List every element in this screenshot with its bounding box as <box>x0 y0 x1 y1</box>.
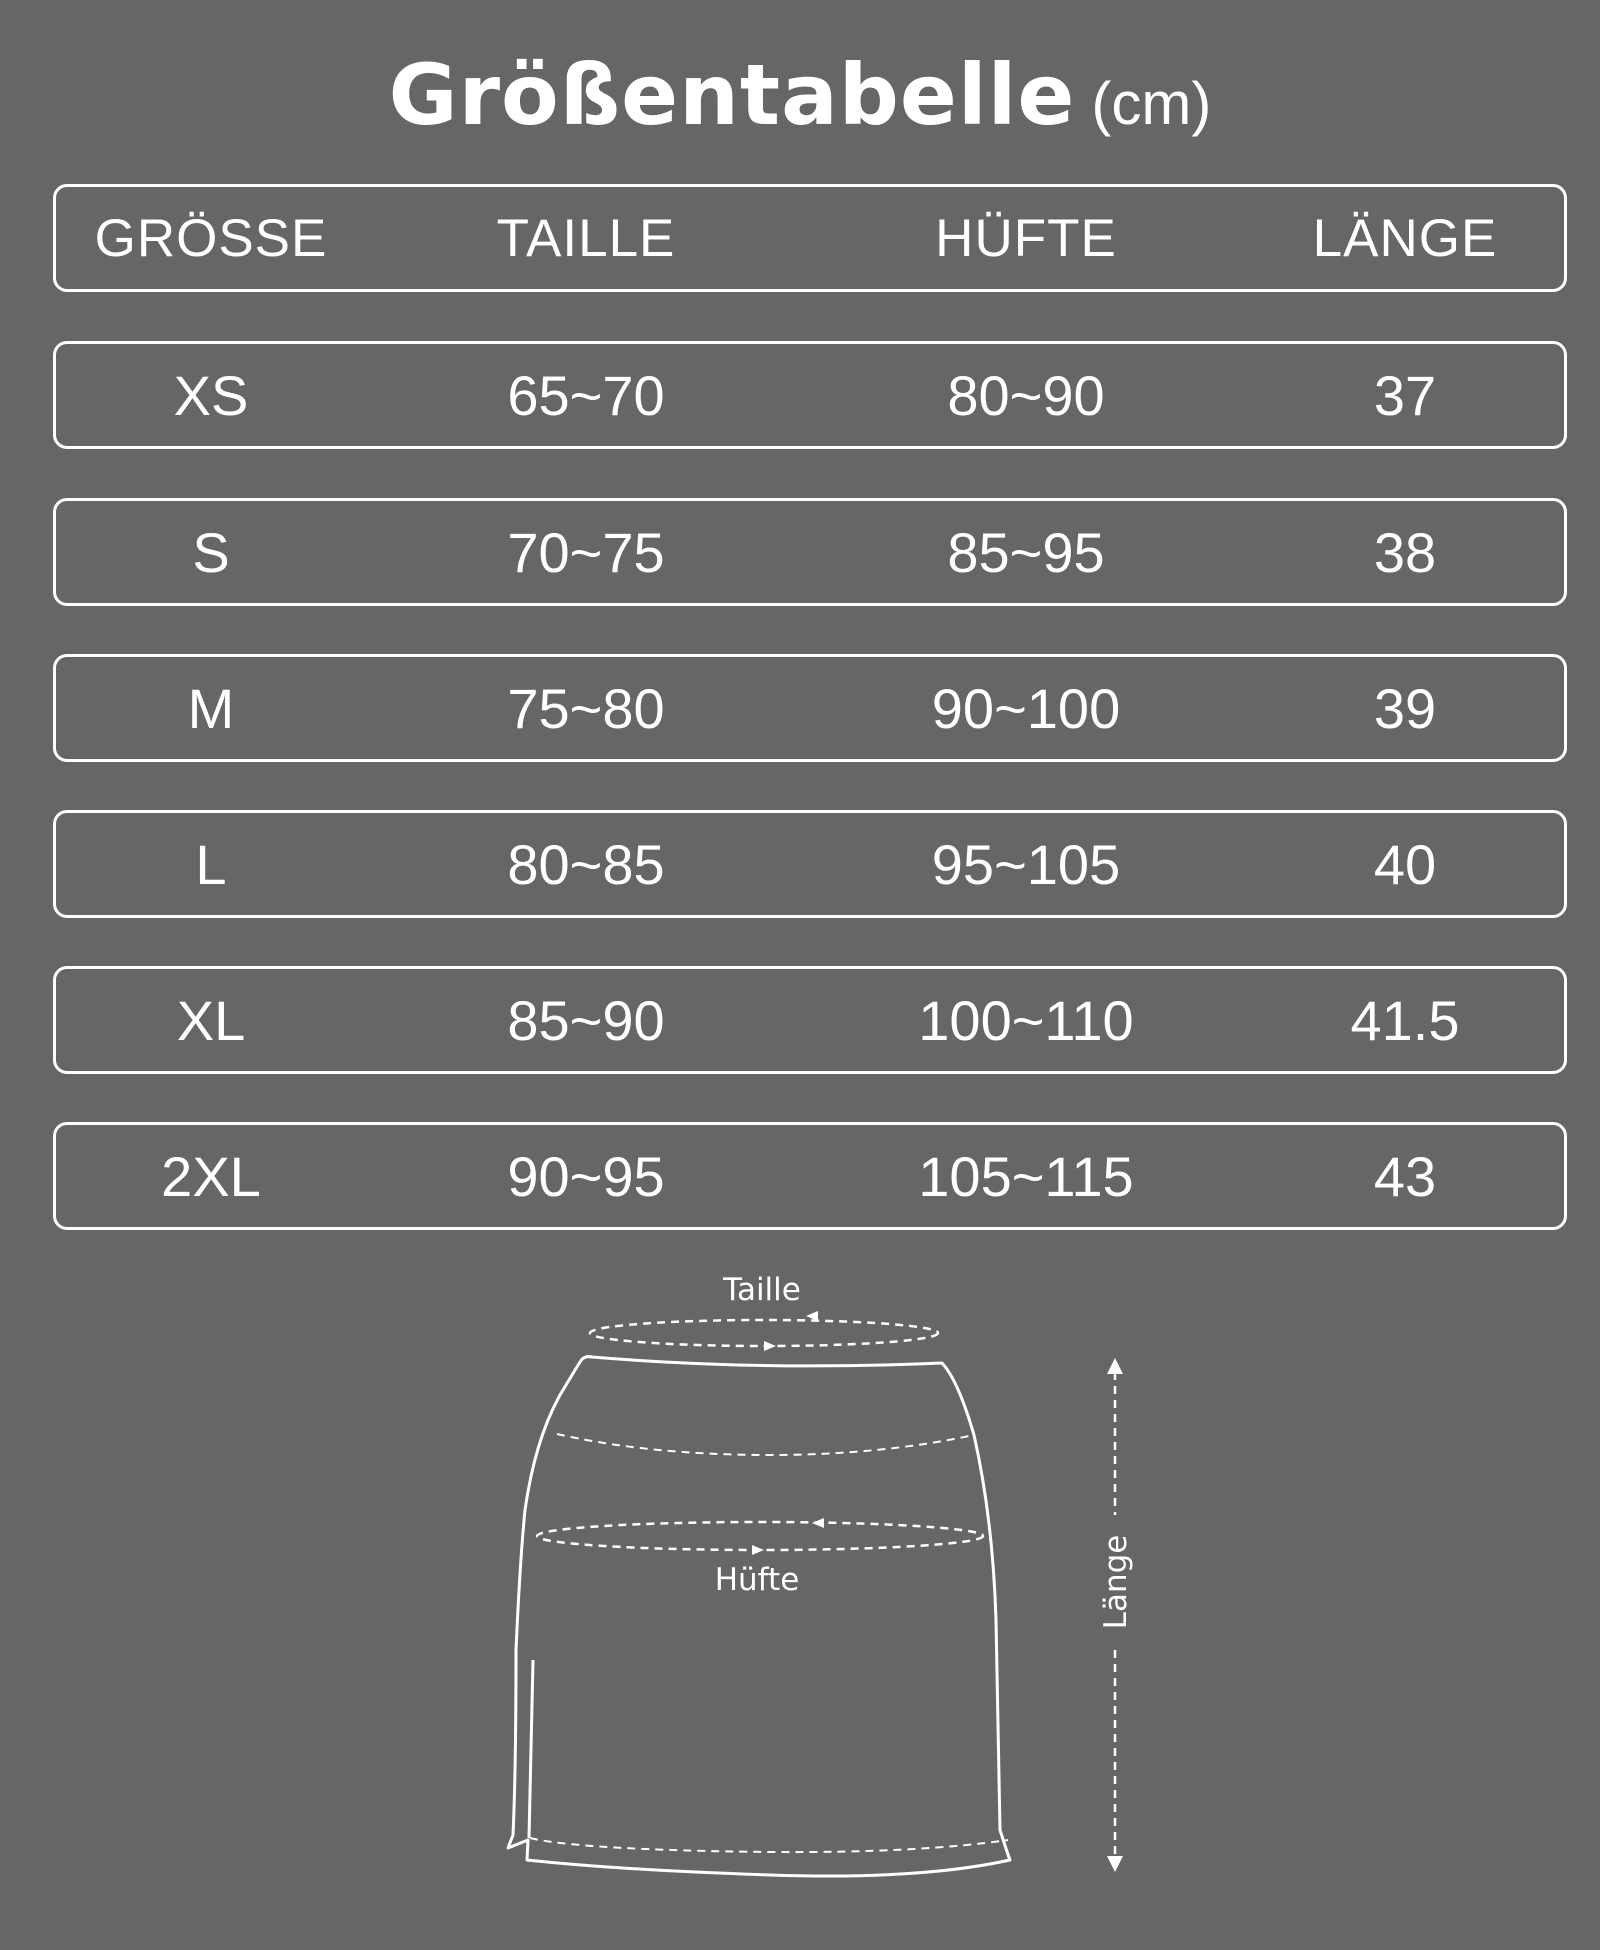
page-title <box>0 46 1600 144</box>
cell-size: S <box>192 521 230 584</box>
table-row <box>53 810 1567 918</box>
cell-waist: 80~85 <box>507 833 665 896</box>
header-waist: TAILLE <box>496 209 676 268</box>
table-row <box>53 966 1567 1074</box>
arrow-right-icon <box>752 1545 764 1555</box>
cell-hip: 100~110 <box>918 989 1134 1052</box>
cell-hip: 80~90 <box>947 364 1105 427</box>
table-row <box>53 654 1567 762</box>
cell-size: M <box>187 677 235 740</box>
table-row <box>53 341 1567 449</box>
waist-label: Taille <box>723 1272 801 1308</box>
title-unit: (cm) <box>1091 70 1212 137</box>
cell-size: L <box>195 833 227 896</box>
arrow-right-icon <box>764 1341 776 1351</box>
cell-size: XS <box>173 364 249 427</box>
cell-waist: 65~70 <box>507 364 665 427</box>
cell-length: 37 <box>1373 364 1437 427</box>
cell-length: 41.5 <box>1350 989 1460 1052</box>
cell-length: 39 <box>1373 677 1437 740</box>
table-row <box>53 1122 1567 1230</box>
hip-label: Hüfte <box>714 1562 800 1598</box>
cell-hip: 85~95 <box>947 521 1105 584</box>
cell-length: 40 <box>1373 833 1437 896</box>
arrow-down-icon <box>1107 1856 1123 1872</box>
arrow-left-icon <box>812 1518 824 1528</box>
cell-size: 2XL <box>161 1145 261 1208</box>
arrow-up-icon <box>1107 1358 1123 1374</box>
cell-hip: 105~115 <box>918 1145 1134 1208</box>
cell-waist: 70~75 <box>507 521 665 584</box>
table-row <box>53 498 1567 606</box>
cell-hip: 90~100 <box>931 677 1121 740</box>
cell-length: 43 <box>1373 1145 1437 1208</box>
cell-waist: 75~80 <box>507 677 665 740</box>
cell-waist: 90~95 <box>507 1145 665 1208</box>
cell-length: 38 <box>1373 521 1437 584</box>
header-hip: HÜFTE <box>935 209 1117 268</box>
header-length: LÄNGE <box>1312 209 1498 268</box>
title-main: Größentabelle <box>388 46 1076 144</box>
cell-waist: 85~90 <box>507 989 665 1052</box>
hip-measure-icon <box>537 1522 983 1550</box>
cell-hip: 95~105 <box>931 833 1121 896</box>
skirt-outline-icon <box>508 1357 1010 1876</box>
length-label: Länge <box>1098 1534 1134 1630</box>
table-header-row <box>53 184 1567 292</box>
header-size: GRÖSSE <box>94 209 328 268</box>
measurement-diagram <box>0 1230 1600 1890</box>
cell-size: XL <box>176 989 246 1052</box>
